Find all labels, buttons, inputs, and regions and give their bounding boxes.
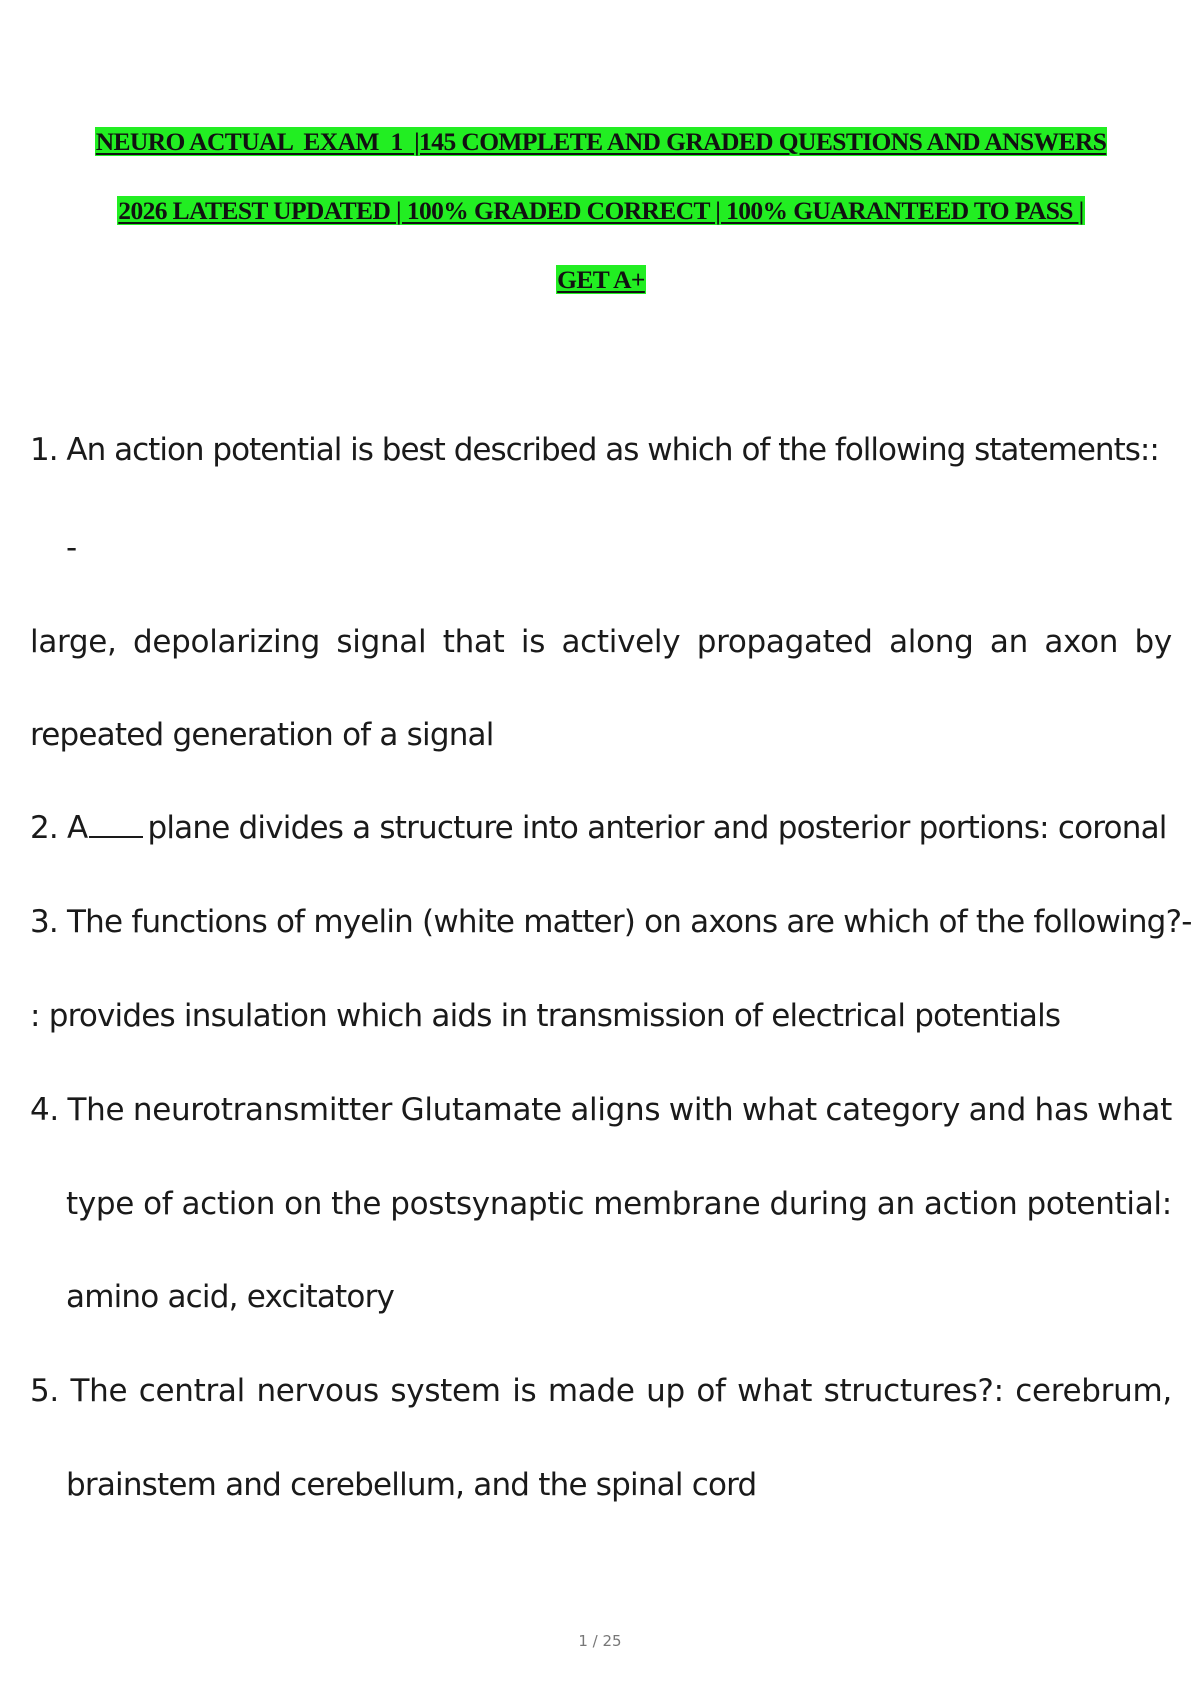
word: cerebrum, [1015,1373,1172,1409]
word: up [646,1373,685,1409]
document-title [30,122,1172,329]
q3-question: 3. The functions of myelin (white matter) on axons are which of the following?- [30,904,1192,940]
word: 4. [30,1092,59,1128]
word: neurotransmitter [132,1092,393,1128]
word: by [1134,624,1172,660]
q5-line-2: brainstem and cerebellum, and the spinal cord [66,1467,757,1503]
word: an [876,1186,915,1222]
title-line-2 [30,191,1172,260]
word: along [889,624,974,660]
q1-dash: - [66,530,77,566]
word: The [67,1092,125,1128]
word: type [66,1186,135,1222]
word: postsynaptic [390,1186,585,1222]
word: of [143,1186,173,1222]
page-indicator: 1 / 25 [578,1632,622,1650]
q3-answer: : provides insulation which aids in transmission of electrical potentials [30,998,1061,1034]
q1-answer-line-2: repeated generation of a signal [30,717,494,753]
word: system [390,1373,501,1409]
word: an [989,624,1028,660]
word: is [520,624,546,660]
word: The [70,1373,128,1409]
word: membrane [593,1186,761,1222]
word: is [512,1373,537,1409]
q4-line-3: amino acid, excitatory [66,1279,395,1315]
word: nervous [256,1373,379,1409]
word: central [138,1373,245,1409]
q4-line-1 [30,1090,1172,1130]
word: axon [1044,624,1119,660]
word: large, [30,624,117,660]
word: of [696,1373,726,1409]
title-line-3 [30,260,1172,329]
word: signal [336,624,427,660]
word: category [825,1092,961,1128]
word: depolarizing [133,624,321,660]
word: what [741,1092,817,1128]
title-line-3-text: GET A+ [557,265,645,294]
word: on [284,1186,323,1222]
q5-line-1 [30,1371,1172,1411]
word: actively [561,624,681,660]
q4-line-2 [66,1184,1172,1224]
q2-prefix: 2. A [30,810,88,846]
title-line-1-text: NEURO ACTUAL EXAM 1 |145 COMPLETE AND GRADED QUESTIONS AND ANSWERS [95,127,1107,156]
word: has [1034,1092,1089,1128]
word: what [1096,1092,1172,1128]
q1-answer-line-1 [30,622,1172,662]
title-line-2-text: 2026 LATEST UPDATED | 100% GRADED CORRECT | 100% GUARANTEED TO PASS | [118,196,1084,225]
word: the [331,1186,382,1222]
q2-blank [89,814,143,838]
q1-question: 1. An action potential is best described as which of the following statements:: [30,432,1159,468]
title-line-1 [30,122,1172,191]
q2-suffix: plane divides a structure into anterior and posterior portions: coronal [147,810,1167,846]
word: potential: [1026,1186,1172,1222]
word: with [668,1092,734,1128]
word: structures?: [823,1373,1004,1409]
word: made [547,1373,635,1409]
word: that [442,624,505,660]
word: propagated [696,624,873,660]
q2-question [30,808,1167,848]
word: and [968,1092,1026,1128]
word: Glutamate [400,1092,562,1128]
word: during [769,1186,868,1222]
word: aligns [570,1092,661,1128]
word: what [737,1373,813,1409]
word: action [923,1186,1018,1222]
word: action [181,1186,276,1222]
word: 5. [30,1373,59,1409]
